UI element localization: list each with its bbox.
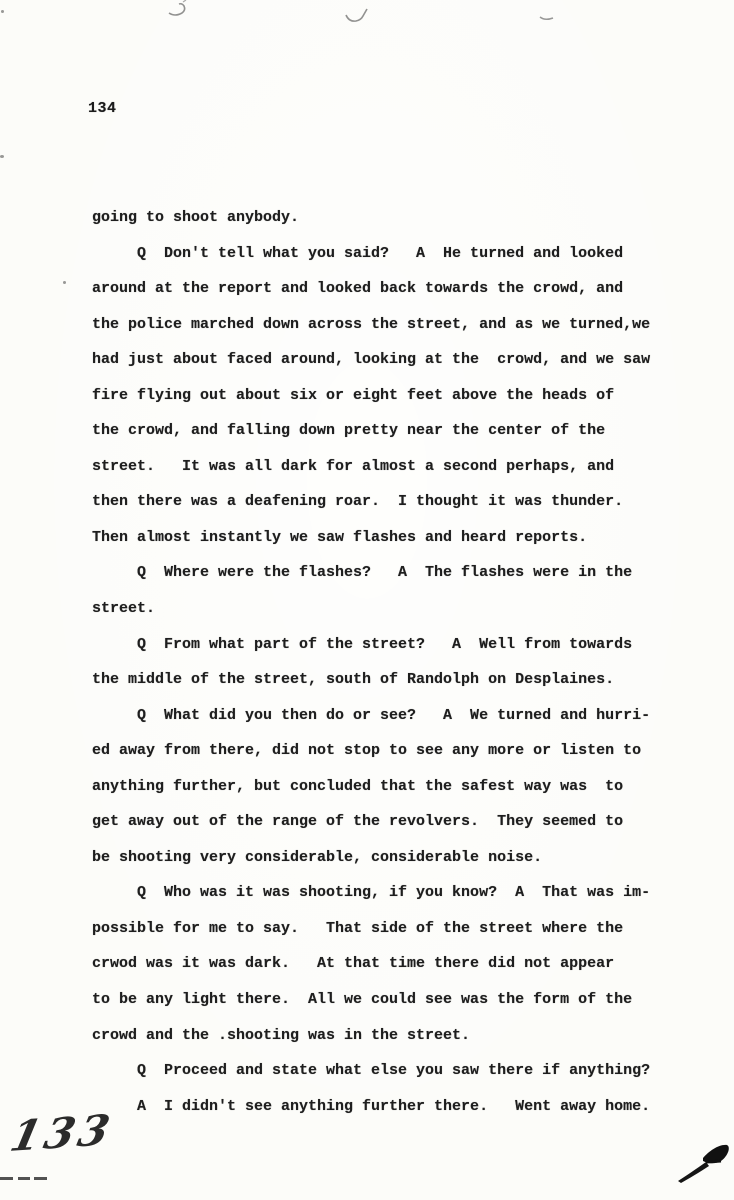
transcript-line: Q Proceed and state what else you saw there if anything?	[92, 1062, 651, 1080]
transcript-line: then there was a deafening roar. I thought it was thunder.	[92, 493, 624, 511]
transcript-line: possible for me to say. That side of the street where the	[92, 919, 624, 937]
pencil-smudge-mark	[539, 14, 557, 24]
transcript-line: street. It was all dark for almost a second perhaps, and	[92, 457, 615, 475]
transcript-line: crwod was it was dark. At that time there did not appear	[92, 955, 615, 973]
transcript-line: get away out of the range of the revolvers. They seemed to	[92, 813, 624, 831]
transcript-line: the middle of the street, south of Randolph on Desplaines.	[92, 671, 615, 689]
scan-speck	[63, 281, 66, 284]
transcript-line: around at the report and looked back towards the crowd, and	[92, 280, 624, 298]
transcript-line: street.	[92, 600, 156, 618]
transcript-line: anything further, but concluded that the safest way was to	[92, 777, 624, 795]
transcript-line: Q What did you then do or see? A We turned and hurri-	[92, 706, 651, 724]
transcript-line: had just about faced around, looking at the crowd, and we saw	[92, 351, 651, 369]
scan-speck	[0, 155, 4, 158]
scan-speck	[1, 10, 4, 13]
handwritten-folio-number: 133	[6, 1105, 119, 1161]
pencil-smudge-mark	[344, 8, 370, 26]
transcript-line: Q From what part of the street? A Well from towards	[92, 635, 633, 653]
transcript-line: the police marched down across the street, and as we turned,we	[92, 315, 651, 333]
dashed-line-mark	[0, 1177, 52, 1180]
transcript-line: Q Don't tell what you said? A He turned and looked	[92, 244, 624, 262]
pen-flourish-mark	[676, 1140, 734, 1186]
transcript-line: going to shoot anybody.	[92, 209, 300, 226]
transcript-line: Q Where were the flashes? A The flashes were in the	[92, 564, 633, 582]
transcript-line: fire flying out about six or eight feet above the heads of	[92, 386, 615, 404]
transcript-body	[92, 200, 692, 1124]
transcript-line: ed away from there, did not stop to see any more or listen to	[92, 742, 642, 760]
transcript-line: A I didn't see anything further there. Went away home.	[92, 1097, 651, 1115]
transcript-line: Q Who was it was shooting, if you know? A That was im-	[92, 884, 651, 902]
pencil-smudge-mark	[163, 0, 189, 20]
page-number: 134	[88, 100, 117, 117]
transcript-line: Then almost instantly we saw flashes and heard reports.	[92, 528, 588, 546]
transcript-line: the crowd, and falling down pretty near the center of the	[92, 422, 606, 440]
transcript-line: to be any light there. All we could see was the form of the	[92, 991, 633, 1009]
transcript-line: be shooting very considerable, considerable noise.	[92, 848, 543, 866]
transcript-line: crowd and the .shooting was in the street.	[92, 1026, 471, 1044]
